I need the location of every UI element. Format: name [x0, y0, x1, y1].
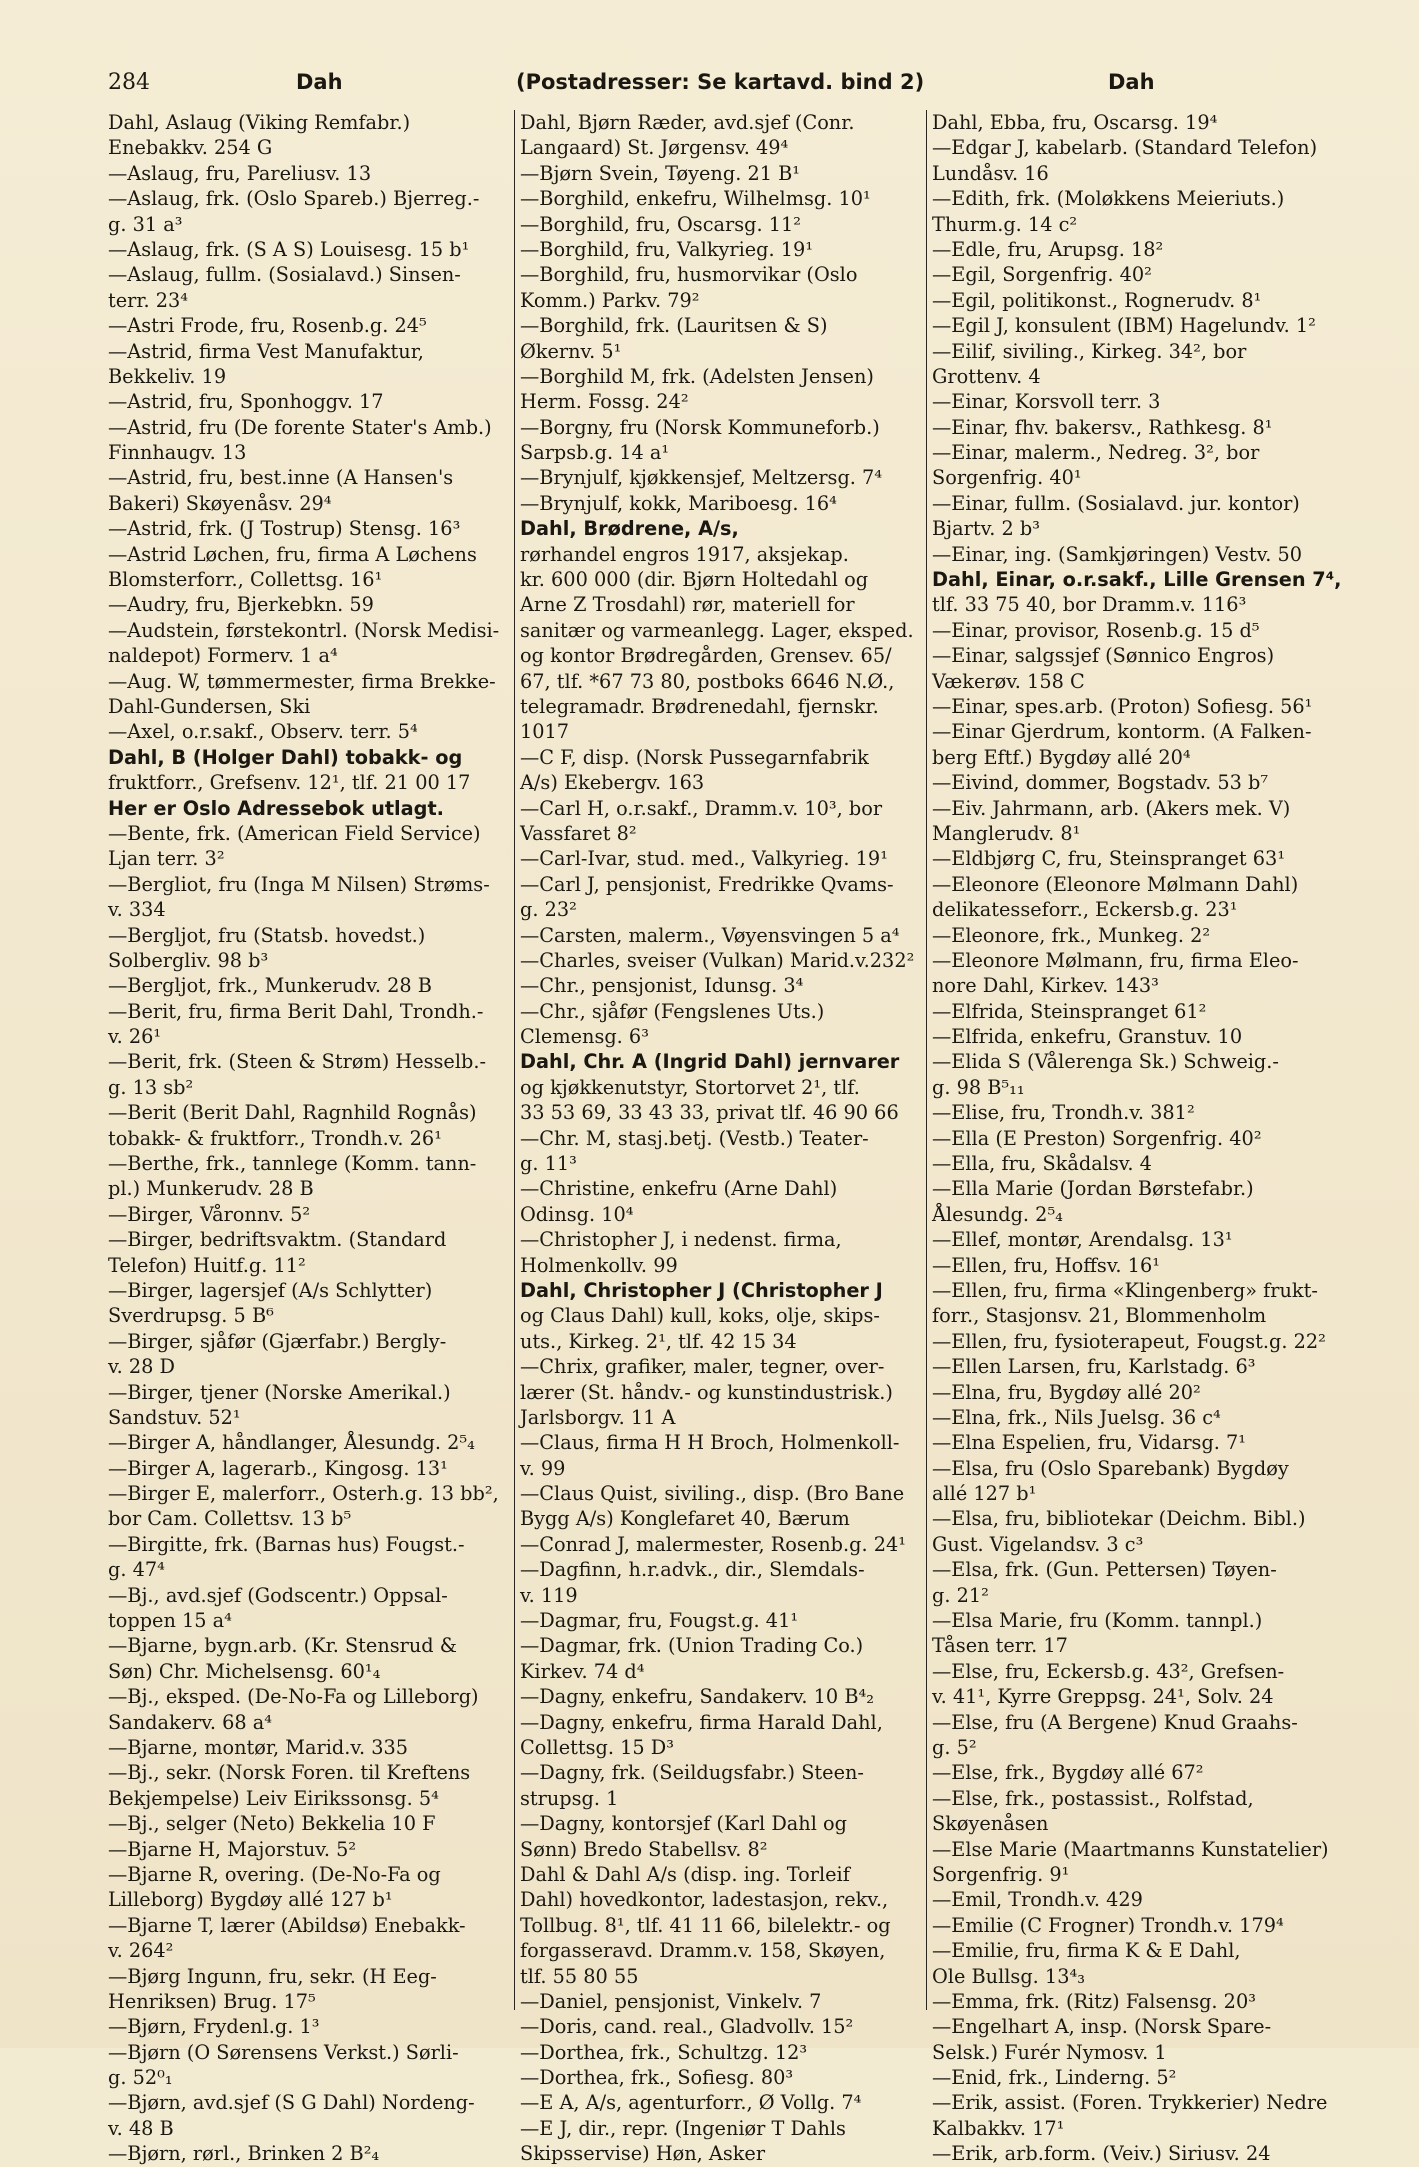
directory-entry-line: tlf. 55 80 55	[520, 1964, 639, 1988]
directory-entry-line: —Eilif, siviling., Kirkeg. 34², bor	[932, 339, 1247, 363]
directory-entry-line: —Bergljot, fru (Statsb. hovedst.)	[108, 923, 426, 947]
directory-entry-line: —Egil J, konsulent (IBM) Hagelundv. 1²	[932, 314, 1316, 338]
directory-entry-line: —Einar, malerm., Nedreg. 3², bor	[932, 441, 1260, 465]
directory-entry-line: —Dagny, enkefru, firma Harald Dahl,	[520, 1710, 883, 1734]
directory-entry-line: v. 41¹, Kyrre Greppsg. 24¹, Solv. 24	[932, 1685, 1274, 1709]
directory-entry-line: A/s) Ekebergv. 163	[520, 771, 705, 795]
directory-entry-line: Sønn) Bredo Stabellsv. 8²	[520, 1837, 768, 1861]
directory-entry-line: —Bj., eksped. (De-No-Fa og Lilleborg)	[108, 1685, 479, 1709]
directory-entry-line: —Astrid, fru (De forente Stater's Amb.)	[108, 415, 492, 439]
directory-entry-line: —Berit (Berit Dahl, Ragnhild Rognås)	[108, 1101, 477, 1125]
directory-entry-line: —Edle, fru, Arupsg. 18²	[932, 237, 1164, 261]
directory-entry-line: —Conrad J, malermester, Rosenb.g. 24¹	[520, 1532, 906, 1556]
directory-entry-line: —Einar, fullm. (Sosialavd. jur. kontor)	[932, 491, 1300, 515]
directory-entry-line: —Claus Quist, siviling., disp. (Bro Bane	[520, 1482, 905, 1506]
directory-entry-line: —Else, frk., Bygdøy allé 67²	[932, 1761, 1204, 1785]
directory-entry-line: og kjøkkenutstyr, Stortorvet 2¹, tlf.	[520, 1075, 860, 1099]
directory-entry-line: —Carl J, pensjonist, Fredrikke Qvams-	[520, 872, 894, 896]
directory-entry-line: —Eldbjørg C, fru, Steinspranget 63¹	[932, 847, 1286, 871]
directory-entry-line: Kalbakkv. 17¹	[932, 2116, 1065, 2140]
directory-entry-line: —Birgitte, frk. (Barnas hus) Fougst.-	[108, 1532, 465, 1556]
directory-entry-line: —Eleonore, frk., Munkeg. 2²	[932, 923, 1211, 947]
directory-entry-line: —Carl-Ivar, stud. med., Valkyrieg. 19¹	[520, 847, 888, 871]
directory-entry-line: v. 264²	[108, 1939, 174, 1963]
directory-entry-line: Solbergliv. 98 b³	[108, 948, 269, 972]
directory-entry-line: —Erik, assist. (Foren. Trykkerier) Nedre	[932, 2091, 1328, 2115]
directory-entry-line: —Birger A, håndlanger, Ålesundg. 2⁵₄	[108, 1431, 475, 1455]
directory-entry-line: Bygg A/s) Konglefaret 40, Bærum	[520, 1507, 850, 1531]
directory-entry-line: delikatesseforr., Eckersb.g. 23¹	[932, 898, 1238, 922]
directory-entry-line: Blomsterforr., Collettsg. 16¹	[108, 568, 383, 592]
directory-entry-line: —Carsten, malerm., Vøyensvingen 5 a⁴	[520, 923, 900, 947]
directory-entry-line: —Einar, Korsvoll terr. 3	[932, 390, 1161, 414]
directory-entry-line: —Birger, tjener (Norske Amerikal.)	[108, 1380, 451, 1404]
directory-entry-line: Bekjempelse) Leiv Eirikssonsg. 5⁴	[108, 1786, 439, 1810]
directory-entry-line: Sarpsb.g. 14 a¹	[520, 441, 670, 465]
directory-entry-line: lærer (St. håndv.- og kunstindustrisk.)	[520, 1380, 893, 1404]
directory-entry-line: —Dorthea, frk., Schultzg. 12³	[520, 2040, 808, 2064]
directory-entry-line: —Audry, fru, Bjerkebkn. 59	[108, 593, 374, 617]
directory-entry-line: —Einar, provisor, Rosenb.g. 15 d⁵	[932, 618, 1260, 642]
directory-entry-line: Vassfaret 8²	[520, 821, 637, 845]
directory-entry-line: —Birger A, lagerarb., Kingosg. 13¹	[108, 1456, 448, 1480]
directory-entry-line: Thurm.g. 14 c²	[932, 212, 1078, 236]
column-divider	[514, 110, 515, 2010]
directory-entry-line: —Ellen, fru, Hoffsv. 16¹	[932, 1253, 1160, 1277]
directory-entry-line: Holmenkollv. 99	[520, 1253, 678, 1277]
directory-entry-line: Dahl, Aslaug (Viking Remfabr.)	[108, 111, 411, 134]
directory-entry-line: —Ellef, montør, Arendalsg. 13¹	[932, 1228, 1233, 1252]
directory-entry-line: —Elsa Marie, fru (Komm. tannpl.)	[932, 1609, 1263, 1633]
directory-entry-line: —Else, frk., postassist., Rolfstad,	[932, 1786, 1254, 1810]
directory-entry-line: og kontor Brødregården, Grensev. 65/	[520, 644, 892, 668]
directory-entry-line: sanitær og varmeanlegg. Lager, eksped.	[520, 618, 914, 642]
directory-entry-line: g. 13 sb²	[108, 1075, 194, 1099]
directory-entry-line: —Einar Gjerdrum, kontorm. (A Falken-	[932, 720, 1312, 744]
directory-entry-line: Dahl, B (Holger Dahl) tobakk- og	[108, 745, 463, 769]
directory-entry-line: —Birger, sjåfør (Gjærfabr.) Bergly-	[108, 1329, 447, 1353]
directory-entry-line: —Bjarne, montør, Marid.v. 335	[108, 1736, 409, 1759]
directory-entry-line: —Chr., pensjonist, Idunsg. 3⁴	[520, 974, 804, 998]
directory-entry-line: naldepot) Formerv. 1 a⁴	[108, 644, 338, 668]
directory-entry-line: —Dagny, frk. (Seildugsfabr.) Steen-	[520, 1761, 864, 1785]
directory-entry-line: tlf. 33 75 40, bor Dramm.v. 116³	[932, 593, 1247, 617]
directory-entry-line: —Bjarne, bygn.arb. (Kr. Stensrud &	[108, 1634, 457, 1658]
directory-entry-line: Jarlsborgv. 11 A	[520, 1405, 676, 1429]
directory-entry-line: —Borghild M, frk. (Adelsten Jensen)	[520, 364, 874, 388]
directory-entry-line: kr. 600 000 (dir. Bjørn Holtedahl og	[520, 568, 869, 592]
directory-entry-line: —Audstein, førstekontrl. (Norsk Medisi-	[108, 618, 500, 642]
directory-entry-line: —Borghild, enkefru, Wilhelmsg. 10¹	[520, 187, 871, 211]
directory-entry-line: —Chrix, grafiker, maler, tegner, over-	[520, 1355, 885, 1379]
directory-entry-line: g. 52⁰₁	[108, 2066, 173, 2090]
directory-entry-line: —Chr. M, stasj.betj. (Vestb.) Teater-	[520, 1126, 869, 1150]
directory-entry-line: —Aslaug, fullm. (Sosialavd.) Sinsen-	[108, 263, 461, 287]
directory-entry-line: —Einar, spes.arb. (Proton) Sofiesg. 56¹	[932, 694, 1313, 718]
directory-entry-line: —Astrid, frk. (J Tostrup) Stensg. 16³	[108, 517, 461, 541]
directory-entry-line: —Elna, fru, Bygdøy allé 20²	[932, 1380, 1201, 1404]
directory-entry-line: —Egil, Sorgenfrig. 40²	[932, 263, 1152, 287]
directory-entry-line: forr., Stasjonsv. 21, Blommenholm	[932, 1304, 1267, 1328]
directory-entry-line: v. 99	[520, 1456, 566, 1480]
directory-entry-line: Sandstuv. 52¹	[108, 1405, 241, 1429]
directory-entry-line: telegramadr. Brødrenedahl, fjernskr.	[520, 694, 879, 718]
directory-entry-line: Dahl, Brødrene, A/s,	[520, 517, 739, 541]
directory-entry-line: Dahl-Gundersen, Ski	[108, 694, 311, 718]
directory-entry-line: Dahl, Ebba, fru, Oscarsg. 19⁴	[932, 111, 1218, 134]
directory-entry-line: —Dorthea, frk., Sofiesg. 80³	[520, 2066, 794, 2090]
directory-entry-line: —Daniel, pensjonist, Vinkelv. 7	[520, 1989, 822, 2013]
directory-entry-line: —Engelhart A, insp. (Norsk Spare-	[932, 2015, 1272, 2039]
directory-entry-line: Grottenv. 4	[932, 364, 1041, 388]
directory-entry-line: Kirkev. 74 d⁴	[520, 1659, 645, 1683]
directory-entry-line: —Bjørn, Frydenl.g. 1³	[108, 2015, 320, 2039]
directory-entry-line: Lundåsv. 16	[932, 161, 1049, 185]
directory-entry-line: —Bjørn (O Sørensens Verkst.) Sørli-	[108, 2040, 459, 2064]
directory-entry-line: Økernv. 5¹	[520, 339, 622, 363]
directory-entry-line: Lilleborg) Bygdøy allé 127 b¹	[108, 1888, 393, 1912]
directory-entry-line: —Bjarne T, lærer (Abildsø) Enebakk-	[108, 1913, 466, 1937]
directory-entry-line: —Dagny, kontorsjef (Karl Dahl og	[520, 1812, 847, 1836]
directory-entry-line: —Astrid, firma Vest Manufaktur,	[108, 339, 424, 363]
directory-entry-line: —Einar, salgssjef (Sønnico Engros)	[932, 644, 1275, 668]
directory-entry-line: —Bj., selger (Neto) Bekkelia 10 F	[108, 1812, 436, 1836]
column-2	[520, 110, 924, 2166]
directory-entry-line: terr. 23⁴	[108, 288, 188, 312]
directory-entry-line: Tåsen terr. 17	[932, 1634, 1068, 1658]
directory-entry-line: —Carl H, o.r.sakf., Dramm.v. 10³, bor	[520, 796, 883, 820]
directory-entry-line: —Birger E, malerforr., Osterh.g. 13 bb²,	[108, 1482, 499, 1506]
directory-entry-line: Dahl & Dahl A/s (disp. ing. Torleif	[520, 1862, 850, 1886]
directory-entry-line: —Emilie, fru, firma K & E Dahl,	[932, 1939, 1241, 1963]
directory-entry-line: —Brynjulf, kokk, Mariboesg. 16⁴	[520, 491, 837, 515]
directory-entry-line: g. 23²	[520, 898, 577, 922]
directory-entry-line: —Bjarne R, overing. (De-No-Fa og	[108, 1862, 441, 1886]
directory-entry-line: —Elsa, fru (Oslo Sparebank) Bygdøy	[932, 1456, 1289, 1480]
directory-entry-line: v. 334	[108, 898, 166, 922]
directory-entry-line: —Bente, frk. (American Field Service)	[108, 821, 481, 845]
directory-entry-line: —Borghild, fru, husmorvikar (Oslo	[520, 263, 858, 287]
directory-entry-line: —Astri Frode, fru, Rosenb.g. 24⁵	[108, 314, 427, 338]
directory-entry-line: Henriksen) Brug. 17⁵	[108, 1989, 316, 2013]
directory-entry-line: Sorgenfrig. 40¹	[932, 466, 1082, 490]
directory-entry-line: —Else Marie (Maartmanns Kunstatelier)	[932, 1837, 1329, 1861]
directory-entry-line: —Emil, Trondh.v. 429	[932, 1888, 1143, 1912]
directory-entry-line: —Elsa, fru, bibliotekar (Deichm. Bibl.)	[932, 1507, 1306, 1531]
directory-entry-line: Sverdrupsg. 5 B⁶	[108, 1304, 274, 1328]
directory-entry-line: —Bergljot, frk., Munkerudv. 28 B	[108, 974, 432, 998]
directory-entry-line: Langaard) St. Jørgensv. 49⁴	[520, 136, 789, 160]
directory-entry-line: pl.) Munkerudv. 28 B	[108, 1177, 314, 1201]
directory-entry-line: rørhandel engros 1917, aksjekap.	[520, 542, 849, 566]
directory-entry-line: Skipsservise) Høn, Asker	[520, 2142, 766, 2166]
directory-entry-line: —Bj., sekr. (Norsk Foren. til Kreftens	[108, 1761, 471, 1785]
directory-entry-line: —Einar, fhv. bakersv., Rathkesg. 8¹	[932, 415, 1273, 439]
directory-entry-line: —Ella Marie (Jordan Børstefabr.)	[932, 1177, 1254, 1201]
directory-entry-line: —Elfrida, enkefru, Granstuv. 10	[932, 1025, 1243, 1049]
directory-entry-line: Søn) Chr. Michelsensg. 60¹₄	[108, 1659, 381, 1683]
directory-entry-line: Her er Oslo Adressebok utlagt.	[108, 796, 445, 820]
directory-entry-line: g. 47⁴	[108, 1558, 165, 1582]
directory-entry-line: strupsg. 1	[520, 1786, 619, 1810]
directory-entry-line: toppen 15 a⁴	[108, 1609, 232, 1633]
directory-entry-line: bor Cam. Collettsv. 13 b⁵	[108, 1507, 352, 1531]
directory-entry-line: —Dagfinn, h.r.advk., dir., Slemdals-	[520, 1558, 865, 1582]
directory-entry-line: Vækerøv. 158 C	[932, 669, 1085, 693]
column-1	[108, 110, 512, 2166]
directory-entry-line: —Eiv. Jahrmann, arb. (Akers mek. V)	[932, 796, 1291, 820]
directory-entry-line: Herm. Fossg. 24²	[520, 390, 689, 414]
directory-entry-line: —Brynjulf, kjøkkensjef, Meltzersg. 7⁴	[520, 466, 883, 490]
directory-entry-line: 67, tlf. *67 73 80, postboks 6646 N.Ø.,	[520, 669, 895, 693]
directory-entry-line: —Chr., sjåfør (Fengslenes Uts.)	[520, 999, 825, 1023]
column-divider	[926, 110, 927, 2010]
directory-entry-line: Collettsg. 15 D³	[520, 1736, 674, 1759]
directory-entry-line: —Christopher J, i nedenst. firma,	[520, 1228, 842, 1252]
directory-entry-line: —Bergliot, fru (Inga M Nilsen) Strøms-	[108, 872, 490, 896]
directory-entry-line: —Emma, frk. (Ritz) Falsensg. 20³	[932, 1989, 1256, 2013]
page-header	[108, 70, 1328, 110]
directory-entry-line: g. 98 B⁵₁₁	[932, 1075, 1025, 1099]
directory-entry-line: —Borghild, fru, Valkyrieg. 19¹	[520, 237, 814, 261]
directory-entry-line: Komm.) Parkv. 79²	[520, 288, 700, 312]
directory-entry-line: —Bj., avd.sjef (Godscentr.) Oppsal-	[108, 1583, 448, 1607]
directory-entry-line: tobakk- & fruktforr., Trondh.v. 26¹	[108, 1126, 442, 1150]
directory-entry-line: Dahl, Chr. A (Ingrid Dahl) jernvarer	[520, 1050, 900, 1074]
directory-entry-line: —Berit, frk. (Steen & Strøm) Hesselb.-	[108, 1050, 486, 1074]
directory-entry-line: —Borghild, fru, Oscarsg. 11²	[520, 212, 801, 236]
directory-entry-line: Ålesundg. 2⁵₄	[932, 1202, 1063, 1226]
directory-entry-line: Sorgenfrig. 9¹	[932, 1862, 1070, 1886]
directory-entry-line: Dahl, Bjørn Ræder, avd.sjef (Conr.	[520, 111, 855, 134]
directory-entry-line: uts., Kirkeg. 2¹, tlf. 42 15 34	[520, 1329, 797, 1353]
directory-entry-line: —E A, A/s, agenturforr., Ø Vollg. 7⁴	[520, 2091, 862, 2115]
directory-entry-line: Bjartv. 2 b³	[932, 517, 1040, 541]
directory-entry-line: Odinsg. 10⁴	[520, 1202, 634, 1226]
directory-entry-line: v. 48 B	[108, 2116, 174, 2140]
directory-entry-line: Tollbug. 8¹, tlf. 41 11 66, bilelektr.- og	[520, 1913, 891, 1937]
directory-entry-line: Skøyenåsen	[932, 1812, 1049, 1836]
directory-entry-line: —Axel, o.r.sakf., Observ. terr. 5⁴	[108, 720, 418, 744]
directory-entry-line: —Edgar J, kabelarb. (Standard Telefon)	[932, 136, 1318, 160]
directory-entry-line: —Berthe, frk., tannlege (Komm. tann-	[108, 1152, 477, 1176]
directory-entry-line: —Borgny, fru (Norsk Kommuneforb.)	[520, 415, 880, 439]
directory-entry-line: —Dagmar, frk. (Union Trading Co.)	[520, 1634, 864, 1658]
directory-entry-line: —Ellen, fru, fysioterapeut, Fougst.g. 22²	[932, 1329, 1326, 1353]
directory-entry-line: —E J, dir., repr. (Ingeniør T Dahls	[520, 2116, 846, 2140]
directory-entry-line: —Ella, fru, Skådalsv. 4	[932, 1152, 1152, 1176]
directory-entry-line: Dahl) hovedkontor, ladestasjon, rekv.,	[520, 1888, 889, 1912]
directory-entry-line: —Claus, firma H H Broch, Holmenkoll-	[520, 1431, 900, 1455]
directory-entry-line: —Elise, fru, Trondh.v. 381²	[932, 1101, 1195, 1125]
directory-entry-line: Gust. Vigelandsv. 3 c³	[932, 1532, 1144, 1556]
directory-entry-line: Manglerudv. 8¹	[932, 821, 1081, 845]
directory-entry-line: —Erik, arb.form. (Veiv.) Siriusv. 24	[932, 2142, 1271, 2166]
directory-entry-line: Telefon) Huitf.g. 11²	[108, 1253, 306, 1277]
directory-entry-line: —Edith, frk. (Moløkkens Meieriuts.)	[932, 187, 1285, 211]
directory-entry-line: —Bjarne H, Majorstuv. 5²	[108, 1837, 357, 1861]
directory-entry-line: Bekkeliv. 19	[108, 364, 227, 388]
directory-entry-line: —Elfrida, Steinspranget 61²	[932, 999, 1207, 1023]
directory-entry-line: —Aslaug, frk. (Oslo Spareb.) Bjerreg.-	[108, 187, 480, 211]
directory-entry-line: v. 26¹	[108, 1025, 162, 1049]
directory-entry-line: —Charles, sveiser (Vulkan) Marid.v.232²	[520, 948, 915, 972]
directory-entry-line: —Else, fru (A Bergene) Knud Graahs-	[932, 1710, 1298, 1734]
directory-entry-line: —Dagmar, fru, Fougst.g. 41¹	[520, 1609, 799, 1633]
directory-entry-line: —Eleonore (Eleonore Mølmann Dahl)	[932, 872, 1299, 896]
directory-entry-line: g. 21²	[932, 1583, 989, 1607]
directory-entry-line: —Elna, frk., Nils Juelsg. 36 c⁴	[932, 1405, 1221, 1429]
directory-entry-line: —Bjørg Ingunn, fru, sekr. (H Eeg-	[108, 1964, 437, 1988]
directory-entry-line: —Elida S (Vålerenga Sk.) Schweig.-	[932, 1050, 1279, 1074]
directory-entry-line: —Astrid Løchen, fru, firma A Løchens	[108, 542, 477, 566]
directory-entry-line: —Eivind, dommer, Bogstadv. 53 b⁷	[932, 771, 1269, 795]
directory-entry-line: —Doris, cand. real., Gladvollv. 15²	[520, 2015, 854, 2039]
directory-entry-line: —Egil, politikonst., Rognerudv. 8¹	[932, 288, 1262, 312]
directory-entry-line: berg Eftf.) Bygdøy allé 20⁴	[932, 745, 1191, 769]
directory-entry-line: 33 53 69, 33 43 33, privat tlf. 46 90 66	[520, 1101, 899, 1125]
directory-entry-line: fruktforr., Grefsenv. 12¹, tlf. 21 00 17	[108, 771, 471, 795]
directory-entry-line: —Birger, lagersjef (A/s Schlytter)	[108, 1278, 433, 1302]
directory-entry-line: —Aslaug, frk. (S A S) Louisesg. 15 b¹	[108, 237, 470, 261]
directory-entry-line: —Christine, enkefru (Arne Dahl)	[520, 1177, 838, 1201]
column-3	[932, 110, 1342, 2166]
directory-entry-line: —Birger, Våronnv. 5²	[108, 1202, 311, 1226]
directory-entry-line: —Berit, fru, firma Berit Dahl, Trondh.-	[108, 999, 484, 1023]
directory-entry-line: —Astrid, fru, Sponhoggv. 17	[108, 390, 384, 414]
directory-entry-line: nore Dahl, Kirkev. 143³	[932, 974, 1159, 998]
directory-entry-line: forgasseravd. Dramm.v. 158, Skøyen,	[520, 1939, 886, 1963]
directory-entry-line: Enebakkv. 254 G	[108, 136, 273, 160]
directory-entry-line: —Dagny, enkefru, Sandakerv. 10 B⁴₂	[520, 1685, 874, 1709]
directory-entry-line: —Einar, ing. (Samkjøringen) Vestv. 50	[932, 542, 1302, 566]
directory-entry-line: —Aslaug, fru, Pareliusv. 13	[108, 161, 372, 185]
directory-entry-line: —Ellen Larsen, fru, Karlstadg. 6³	[932, 1355, 1256, 1379]
header-center-note: (Postadresser: Se kartavd. bind 2)	[516, 70, 925, 94]
directory-entry-line: Arne Z Trosdahl) rør, materiell for	[520, 593, 855, 617]
directory-entry-line: og Claus Dahl) kull, koks, olje, skips-	[520, 1304, 880, 1328]
directory-entry-line: Bakeri) Skøyenåsv. 29⁴	[108, 491, 332, 515]
directory-entry-line: —Ellen, fru, firma «Klingenberg» frukt-	[932, 1278, 1318, 1302]
directory-entry-line: allé 127 b¹	[932, 1482, 1037, 1506]
directory-entry-line: —Bjørn Svein, Tøyeng. 21 B¹	[520, 161, 801, 185]
directory-entry-line: g. 5²	[932, 1736, 977, 1759]
directory-entry-line: —Emilie (C Frogner) Trondh.v. 179⁴	[932, 1913, 1284, 1937]
directory-entry-line: —Elsa, frk. (Gun. Pettersen) Tøyen-	[932, 1558, 1277, 1582]
directory-entry-line: Finnhaugv. 13	[108, 441, 247, 465]
directory-entry-line: —Birger, bedriftsvaktm. (Standard	[108, 1228, 447, 1252]
header-right-word: Dah	[1108, 70, 1155, 94]
directory-entry-line: —C F, disp. (Norsk Pussegarnfabrik	[520, 745, 869, 769]
directory-entry-line: —Eleonore Mølmann, fru, firma Eleo-	[932, 948, 1299, 972]
directory-entry-line: Sandakerv. 68 a⁴	[108, 1710, 273, 1734]
directory-entry-line: Ljan terr. 3²	[108, 847, 225, 871]
directory-entry-line: —Elna Espelien, fru, Vidarsg. 7¹	[932, 1431, 1247, 1455]
directory-entry-line: —Borghild, frk. (Lauritsen & S)	[520, 314, 828, 338]
directory-entry-line: v. 119	[520, 1583, 578, 1607]
directory-entry-line: v. 28 D	[108, 1355, 175, 1379]
directory-entry-line: Selsk.) Furér Nymosv. 1	[932, 2040, 1167, 2064]
directory-entry-line: g. 11³	[520, 1152, 577, 1176]
directory-entry-line: —Astrid, fru, best.inne (A Hansen's	[108, 466, 454, 490]
directory-entry-line: —Bjørn, rørl., Brinken 2 B²₄	[108, 2142, 380, 2166]
page-number: 284	[108, 70, 150, 95]
directory-entry-line: —Else, fru, Eckersb.g. 43², Grefsen-	[932, 1659, 1285, 1683]
directory-entry-line: —Enid, frk., Linderng. 5²	[932, 2066, 1177, 2090]
header-left-word: Dah	[296, 70, 343, 94]
directory-entry-line: —Bjørn, avd.sjef (S G Dahl) Nordeng-	[108, 2091, 475, 2115]
directory-entry-line: Ole Bullsg. 13⁴₃	[932, 1964, 1085, 1988]
directory-entry-line: Clemensg. 6³	[520, 1025, 649, 1049]
directory-entry-line: Dahl, Einar, o.r.sakf., Lille Grensen 7⁴,	[932, 568, 1342, 592]
directory-entry-line: —Aug. W, tømmermester, firma Brekke-	[108, 669, 496, 693]
directory-entry-line: —Ella (E Preston) Sorgenfrig. 40²	[932, 1126, 1262, 1150]
directory-entry-line: Dahl, Christopher J (Christopher J	[520, 1278, 883, 1302]
directory-entry-line: 1017	[520, 720, 570, 744]
directory-entry-line: g. 31 a³	[108, 212, 183, 236]
